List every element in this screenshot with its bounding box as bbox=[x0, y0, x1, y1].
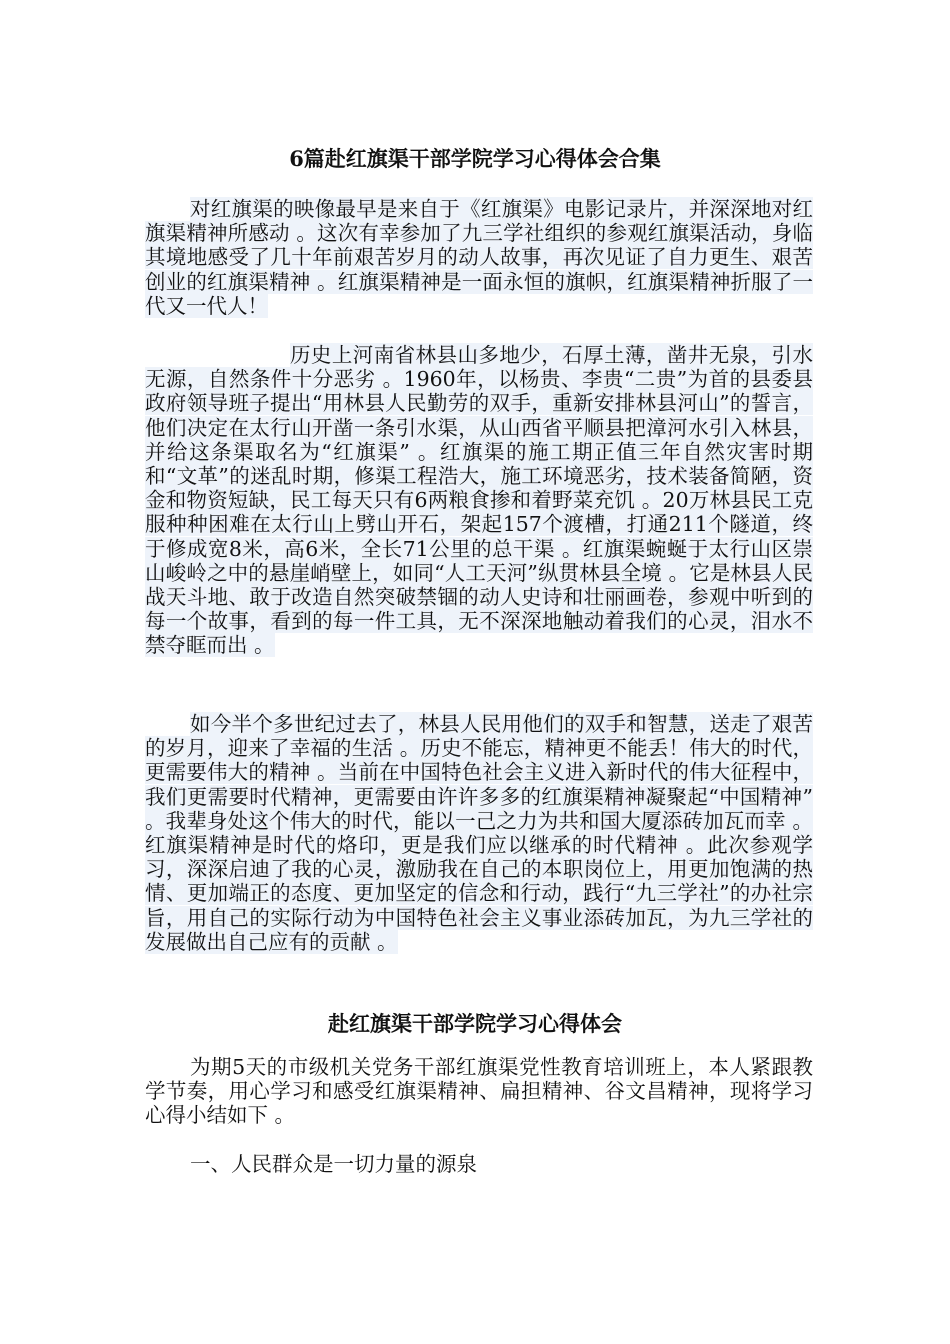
paragraph-intro-text: 对红旗渠的映像最早是来自于《红旗渠》电影记录片，并深深地对红旗渠精神所感动 。这次有幸参加了九三学社组织的参观红旗渠活动，身临其境地感受了几十年前艰苦岁月的动人故事，再次见证了自力更生、艰苦创业的红旗渠精神 。红旗渠精神是一面永恒的旗帜，红旗渠精神折服了一代又一代人！ bbox=[145, 197, 813, 318]
paragraph-training-text: 为期5天的市级机关党务干部红旗渠党性教育培训班上，本人紧跟教学节奏，用心学习和感受红旗渠精神、扁担精神、谷文昌精神，现将学习心得小结如下 。 bbox=[145, 1055, 813, 1128]
paragraph-intro bbox=[145, 197, 813, 318]
subheading-people-text: 一、人民群众是一切力量的源泉 bbox=[190, 1152, 477, 1176]
paragraph-history-text: 历史上河南省林县山多地少，石厚土薄，凿井无泉，引水无源，自然条件十分恶劣 。1960年，以杨贵、李贵“二贵”为首的县委县政府领导班子提出“用林县人民勤劳的双手，重新安排林县河山”的誓言，他们决定在太行山开凿一条引水渠，从山西省平顺县把漳河水引入林县，并给这条渠取名为“红旗渠” 。红旗渠的施工期正值三年自然灾害时期和“文革”的迷乱时期，修渠工程浩大，施工环境恶劣，技术装备简陋，资金和物资短缺，民工每天只有6两粮食掺和着野菜充饥 。20万林县民工克服种种困难在太行山上劈山开石，架起157个渡槽，打通211个隧道，终于修成宽8米，高6米，全长71公里的总干渠 。红旗渠蜿蜒于太行山区崇山峻岭之中的悬崖峭壁上，如同“人工天河”纵贯林县全境 。它是林县人民战天斗地、敢于改造自然突破禁锢的动人史诗和壮丽画卷，参观中听到的每一个故事，看到的每一件工具，无不深深地触动着我们的心灵，泪水不禁夺眶而出 。 bbox=[145, 343, 813, 658]
subheading-people bbox=[145, 1152, 813, 1176]
paragraph-training bbox=[145, 1055, 813, 1128]
document-title: 6篇赴红旗渠干部学院学习心得体会合集 bbox=[289, 146, 661, 171]
paragraph-history bbox=[145, 343, 813, 658]
section-title: 赴红旗渠干部学院学习心得体会 bbox=[328, 1011, 622, 1036]
paragraph-spirit-text: 如今半个多世纪过去了，林县人民用他们的双手和智慧，送走了艰苦的岁月，迎来了幸福的生活 。历史不能忘，精神更不能丢！伟大的时代，更需要伟大的精神 。当前在中国特色社会主义进入新时代的伟大征程中，我们更需要时代精神，更需要由许许多多的红旗渠精神凝聚起“中国精神” 。我辈身处这个伟大的时代，能以一己之力为共和国大厦添砖加瓦而幸 。红旗渠精神是时代的烙印，更是我们应以继承的时代精神 。此次参观学习，深深启迪了我的心灵，激励我在自己的本职岗位上，用更加饱满的热情、更加端正的态度、更加坚定的信念和行动，践行“九三学社”的办社宗旨，用自己的实际行动为中国特色社会主义事业添砖加瓦，为九三学社的发展做出自己应有的贡献 。 bbox=[145, 712, 813, 954]
paragraph-spirit bbox=[145, 712, 813, 954]
